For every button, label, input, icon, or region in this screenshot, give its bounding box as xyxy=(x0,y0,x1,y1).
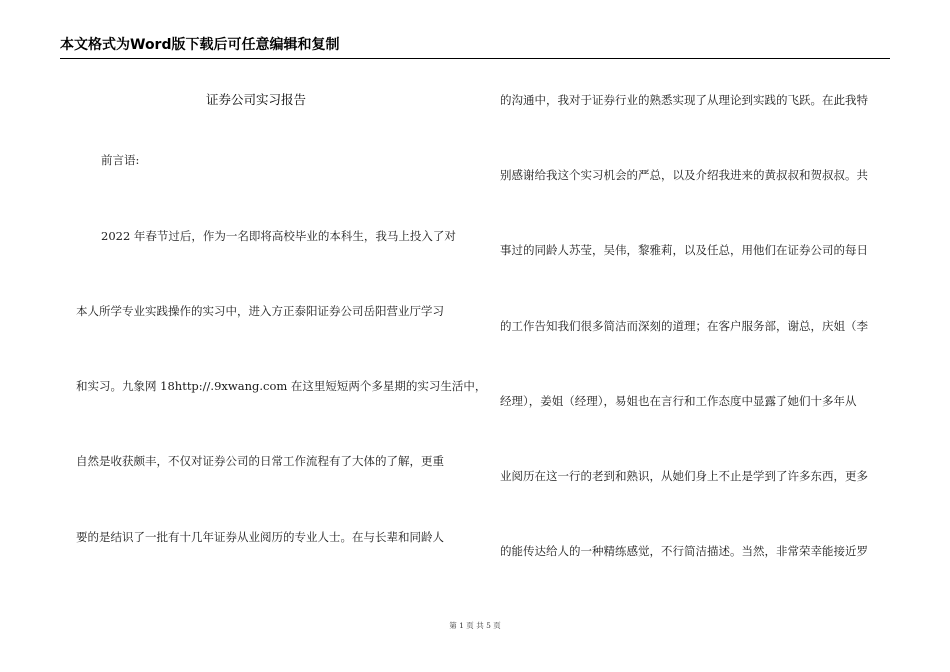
right-line-3: 事过的同龄人苏莹，吴伟，黎雅莉，以及任总，用他们在证券公司的每日 xyxy=(500,243,868,257)
document-header xyxy=(60,36,890,59)
right-line-6: 业阅历在这一行的老到和熟识，从她们身上不止是学到了许多东西，更多 xyxy=(500,469,868,483)
left-line-2: 2022 年春节过后，作为一名即将高校毕业的本科生，我马上投入了对 xyxy=(101,229,456,243)
right-line-4: 的工作告知我们很多简洁而深刻的道理；在客户服务部，谢总，庆姐（李 xyxy=(500,319,868,333)
right-line-7: 的能传达给人的一种精练感觉，不行简洁描述。当然，非常荣幸能接近罗 xyxy=(500,544,868,558)
document-title: 证券公司实习报告 xyxy=(206,92,307,107)
header-notice: 本文格式为Word版下载后可任意编辑和复制 xyxy=(60,37,340,53)
left-line-1: 前言语: xyxy=(101,153,140,167)
left-line-4: 和实习。九象网 18http://.9xwang.com 在这里短短两个多星期的实习生活中， xyxy=(76,379,487,393)
page-number: 第 1 页 共 5 页 xyxy=(449,621,501,630)
right-line-1: 的沟通中，我对于证券行业的熟悉实现了从理论到实践的飞跃。在此我特 xyxy=(500,93,868,107)
right-line-2: 别感谢给我这个实习机会的严总，以及介绍我进来的黄叔叔和贺叔叔。共 xyxy=(500,168,868,182)
left-line-5: 自然是收获颇丰，不仅对证券公司的日常工作流程有了大体的了解，更重 xyxy=(76,454,444,468)
left-line-6: 要的是结识了一批有十几年证券从业阅历的专业人士。在与长辈和同龄人 xyxy=(76,530,444,544)
right-line-5: 经理），姜姐（经理），易姐也在言行和工作态度中显露了她们十多年从 xyxy=(500,394,857,408)
left-line-3: 本人所学专业实践操作的实习中，进入方正泰阳证券公司岳阳营业厅学习 xyxy=(76,304,444,318)
